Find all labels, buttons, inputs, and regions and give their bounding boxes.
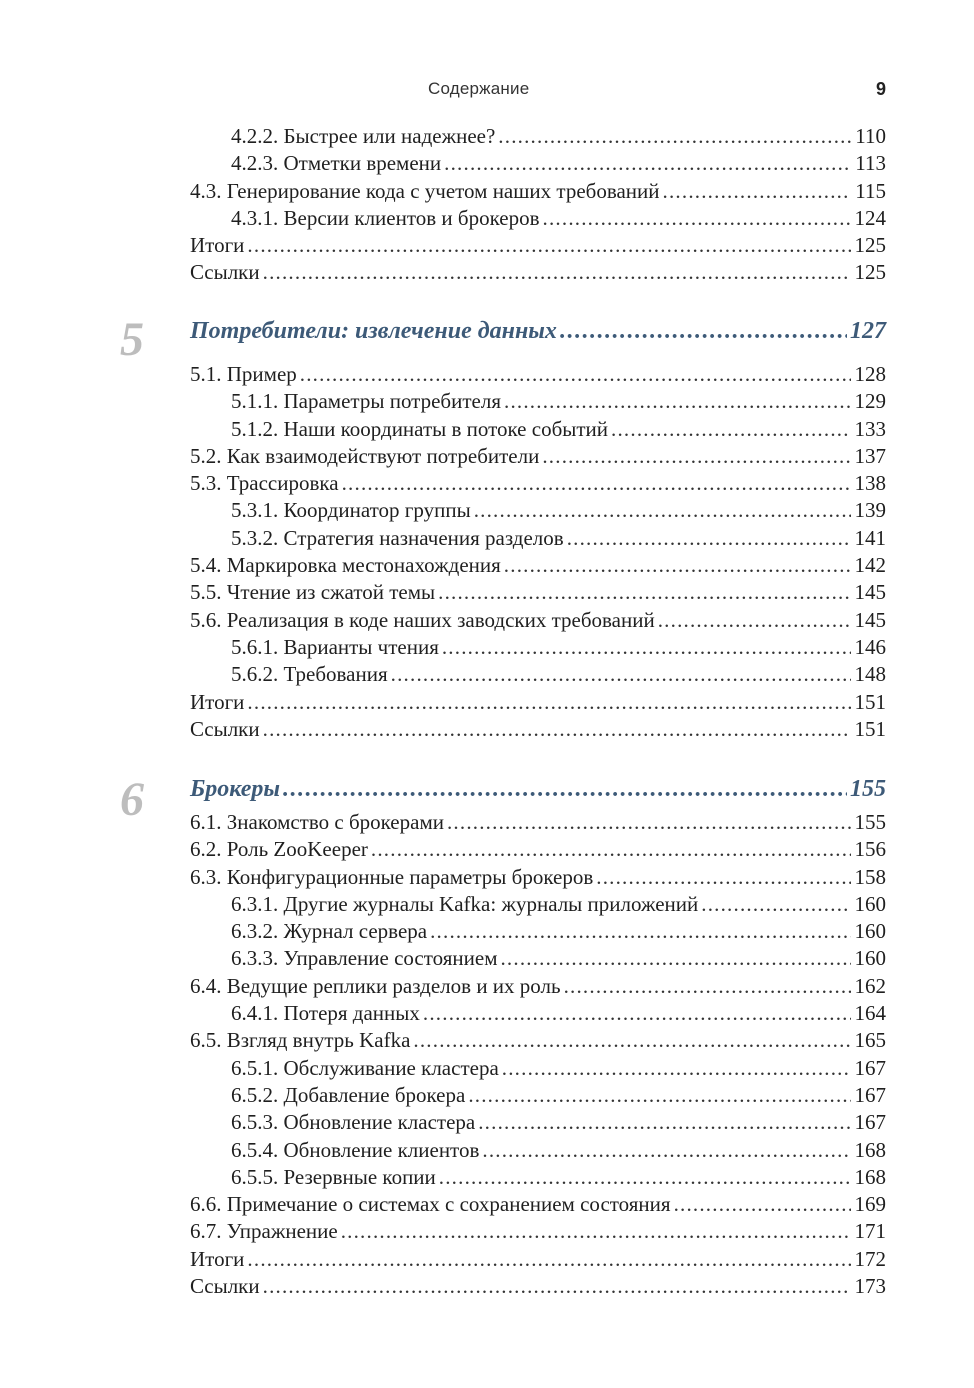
toc-entry-label: Ссылки — [190, 716, 260, 741]
dot-leader — [663, 178, 852, 205]
dot-leader — [478, 1109, 850, 1136]
toc-entry-label: 5.6.2. Требования — [231, 662, 388, 687]
toc-entry[interactable] — [190, 1082, 886, 1109]
toc-entry-label: 6.5.4. Обновление клиентов — [231, 1137, 480, 1162]
toc-continued-entries — [190, 123, 886, 287]
toc-entry[interactable] — [190, 1246, 886, 1273]
toc-entry-page: 124 — [854, 205, 886, 230]
toc-entry-label: 5.3.2. Стратегия назначения разделов — [231, 525, 564, 550]
chapter-title: Брокеры — [190, 776, 280, 802]
toc-entry[interactable] — [190, 634, 886, 661]
toc-entry-label: 4.2.3. Отметки времени — [231, 151, 442, 176]
toc-entry-label: 5.1.2. Наши координаты в потоке событий — [231, 416, 609, 441]
toc-entry[interactable] — [190, 891, 886, 918]
toc-entry-page: 125 — [854, 233, 886, 258]
toc-entry[interactable] — [190, 497, 886, 524]
chapter-6-entries — [190, 809, 886, 1300]
chapter-heading-link[interactable] — [190, 316, 886, 346]
toc-entry-label: Ссылки — [190, 260, 260, 285]
toc-entry-page: 160 — [854, 946, 886, 971]
toc-entry-page: 128 — [854, 362, 886, 386]
dot-leader — [391, 661, 851, 688]
toc-entry[interactable] — [190, 150, 886, 177]
dot-leader — [474, 497, 851, 524]
toc-entry-label: Итоги — [190, 1246, 245, 1271]
toc-entry-label: 6.5. Взгляд внутрь Kafka — [190, 1028, 411, 1053]
toc-entry-label: 4.3.1. Версии клиентов и брокеров — [231, 205, 540, 230]
toc-entry[interactable] — [190, 470, 886, 497]
toc-entry-page: 160 — [854, 919, 886, 944]
dot-leader — [447, 809, 851, 836]
toc-entry-label: 5.6. Реализация в коде наших заводских требований — [190, 607, 655, 632]
toc-entry[interactable] — [190, 689, 886, 716]
toc-entry-page: 129 — [854, 389, 886, 414]
dot-leader — [542, 443, 850, 470]
toc-entry-page: 110 — [855, 124, 886, 148]
running-header — [0, 79, 974, 103]
dot-leader — [342, 470, 851, 497]
dot-leader — [444, 150, 851, 177]
toc-entry-label: 6.5.1. Обслуживание кластера — [231, 1055, 499, 1080]
toc-entry-label: 6.1. Знакомство с брокерами — [190, 810, 444, 834]
dot-leader — [430, 918, 850, 945]
dot-leader — [567, 525, 851, 552]
dot-leader — [263, 716, 851, 743]
toc-entry[interactable] — [190, 1218, 886, 1245]
toc-entry-label: 6.3.3. Управление состоянием — [231, 946, 498, 971]
toc-entry[interactable] — [190, 1055, 886, 1082]
toc-entry-page: 125 — [854, 260, 886, 285]
chapter-5-entries — [190, 361, 886, 743]
dot-leader — [504, 552, 851, 579]
toc-entry[interactable] — [190, 178, 886, 205]
toc-entry[interactable] — [190, 388, 886, 415]
toc-entry-page: 137 — [854, 443, 886, 468]
dot-leader — [413, 1027, 850, 1054]
toc-entry[interactable] — [190, 1164, 886, 1191]
toc-entry-page: 156 — [854, 837, 886, 862]
dot-leader — [468, 1082, 850, 1109]
dot-leader — [502, 1055, 851, 1082]
toc-entry-label: 6.3. Конфигурационные параметры брокеров — [190, 864, 594, 889]
toc-entry-page: 158 — [854, 864, 886, 889]
toc-entry-page: 162 — [854, 973, 886, 998]
chapter-number: 6 — [120, 773, 144, 826]
toc-entry-page: 146 — [854, 634, 886, 659]
toc-entry-page: 133 — [854, 416, 886, 441]
toc-entry-label: 6.6. Примечание о системах с сохранением состояния — [190, 1192, 671, 1217]
dot-leader — [500, 945, 850, 972]
toc-entry-label: 6.4.1. Потеря данных — [231, 1001, 420, 1026]
dot-leader — [247, 232, 850, 259]
dot-leader — [283, 774, 847, 804]
toc-entry-label: Ссылки — [190, 1274, 260, 1299]
toc-entry[interactable] — [190, 1137, 886, 1164]
toc-entry[interactable] — [190, 864, 886, 891]
dot-leader — [674, 1191, 851, 1218]
toc-entry-page: 148 — [854, 662, 886, 687]
toc-entry-label: 4.2.2. Быстрее или надежнее? — [231, 124, 496, 148]
toc-entry[interactable] — [190, 973, 886, 1000]
header-page-number: 9 — [875, 79, 886, 99]
toc-entry-page: 173 — [854, 1274, 886, 1299]
dot-leader — [543, 205, 851, 232]
toc-entry[interactable] — [190, 205, 886, 232]
toc-entry[interactable] — [190, 525, 886, 552]
toc-entry[interactable] — [190, 661, 886, 688]
dot-leader — [300, 361, 851, 388]
toc-entry[interactable] — [190, 716, 886, 743]
chapter-heading-link[interactable] — [190, 774, 886, 804]
dot-leader — [438, 579, 850, 606]
toc-entry-page: 155 — [854, 810, 886, 834]
toc-entry-page: 168 — [854, 1137, 886, 1162]
dot-leader — [701, 891, 850, 918]
toc-entry[interactable] — [190, 232, 886, 259]
toc-entry-label: 6.2. Роль ZooKeeper — [190, 837, 368, 862]
dot-leader — [596, 864, 850, 891]
toc-entry[interactable] — [190, 1027, 886, 1054]
dot-leader — [341, 1218, 851, 1245]
dot-leader — [611, 416, 850, 443]
dot-leader — [439, 1164, 851, 1191]
dot-leader — [658, 607, 851, 634]
toc-entry-label: 6.5.5. Резервные копии — [231, 1164, 436, 1189]
toc-entry-label: 6.7. Упражнение — [190, 1219, 338, 1244]
toc-entry-page: 115 — [855, 178, 886, 203]
toc-entry-label: 5.3.1. Координатор группы — [231, 498, 471, 523]
chapter-page: 127 — [850, 318, 886, 344]
toc-entry-label: 4.3. Генерирование кода с учетом наших требований — [190, 178, 660, 203]
toc-entry[interactable] — [190, 361, 886, 388]
toc-entry[interactable] — [190, 1000, 886, 1027]
dot-leader — [263, 1273, 851, 1300]
toc-entry-page: 168 — [854, 1164, 886, 1189]
toc-entry-page: 167 — [854, 1082, 886, 1107]
toc-entry[interactable] — [190, 836, 886, 863]
toc-entry[interactable] — [190, 416, 886, 443]
dot-leader — [504, 388, 851, 415]
toc-entry-page: 142 — [854, 553, 886, 578]
toc-entry-page: 141 — [854, 525, 886, 550]
toc-entry[interactable] — [190, 945, 886, 972]
dot-leader — [564, 973, 851, 1000]
toc-entry[interactable] — [190, 1191, 886, 1218]
toc-entry-page: 145 — [854, 580, 886, 605]
toc-entry-page: 151 — [854, 716, 886, 741]
toc-entry[interactable] — [190, 1273, 886, 1300]
toc-entry-page: 169 — [854, 1192, 886, 1217]
toc-entry-page: 139 — [854, 498, 886, 523]
toc-entry-label: Итоги — [190, 689, 245, 714]
toc-entry-label: 6.5.3. Обновление кластера — [231, 1110, 476, 1135]
dot-leader — [482, 1137, 850, 1164]
toc-entry-label: 5.1. Пример — [190, 362, 297, 386]
toc-entry-label: 5.2. Как взаимодействуют потребители — [190, 443, 540, 468]
toc-entry-label: Итоги — [190, 233, 245, 258]
toc-entry-label: 5.6.1. Варианты чтения — [231, 634, 439, 659]
toc-entry-page: 160 — [854, 891, 886, 916]
chapter-title: Потребители: извлечение данных — [190, 318, 557, 344]
toc-entry-label: 5.4. Маркировка местонахождения — [190, 553, 501, 578]
toc-entry[interactable] — [190, 1109, 886, 1136]
dot-leader — [263, 259, 851, 286]
toc-entry-page: 172 — [854, 1246, 886, 1271]
toc-entry-page: 165 — [854, 1028, 886, 1053]
dot-leader — [442, 634, 851, 661]
toc-entry-page: 145 — [854, 607, 886, 632]
toc-entry-page: 171 — [854, 1219, 886, 1244]
toc-entry[interactable] — [190, 259, 886, 286]
dot-leader — [247, 689, 850, 716]
toc-entry-label: 6.3.2. Журнал сервера — [231, 919, 428, 944]
dot-leader — [498, 123, 851, 150]
toc-entry[interactable] — [190, 443, 886, 470]
toc-entry-page: 167 — [854, 1110, 886, 1135]
dot-leader — [247, 1246, 850, 1273]
toc-entry-page: 113 — [855, 151, 886, 176]
toc-entry[interactable] — [190, 918, 886, 945]
toc-entry-label: 6.4. Ведущие реплики разделов и их роль — [190, 973, 561, 998]
dot-leader — [423, 1000, 851, 1027]
toc-entry[interactable] — [190, 552, 886, 579]
toc-entry-page: 164 — [854, 1001, 886, 1026]
chapter-page: 155 — [850, 776, 886, 802]
toc-entry-page: 167 — [854, 1055, 886, 1080]
toc-entry-label: 5.5. Чтение из сжатой темы — [190, 580, 436, 605]
dot-leader — [560, 316, 847, 346]
toc-entry[interactable] — [190, 809, 886, 836]
toc-entry[interactable] — [190, 123, 886, 150]
toc-entry-label: 6.5.2. Добавление брокера — [231, 1082, 466, 1107]
toc-entry-label: 5.1.1. Параметры потребителя — [231, 389, 501, 414]
toc-entry[interactable] — [190, 607, 886, 634]
header-title: Содержание — [428, 79, 530, 98]
chapter-number: 5 — [120, 313, 144, 366]
dot-leader — [371, 836, 851, 863]
toc-entry[interactable] — [190, 579, 886, 606]
toc-entry-label: 6.3.1. Другие журналы Kafka: журналы приложений — [231, 891, 699, 916]
toc-entry-label: 5.3. Трассировка — [190, 471, 339, 496]
toc-entry-page: 151 — [854, 689, 886, 714]
toc-entry-page: 138 — [854, 471, 886, 496]
